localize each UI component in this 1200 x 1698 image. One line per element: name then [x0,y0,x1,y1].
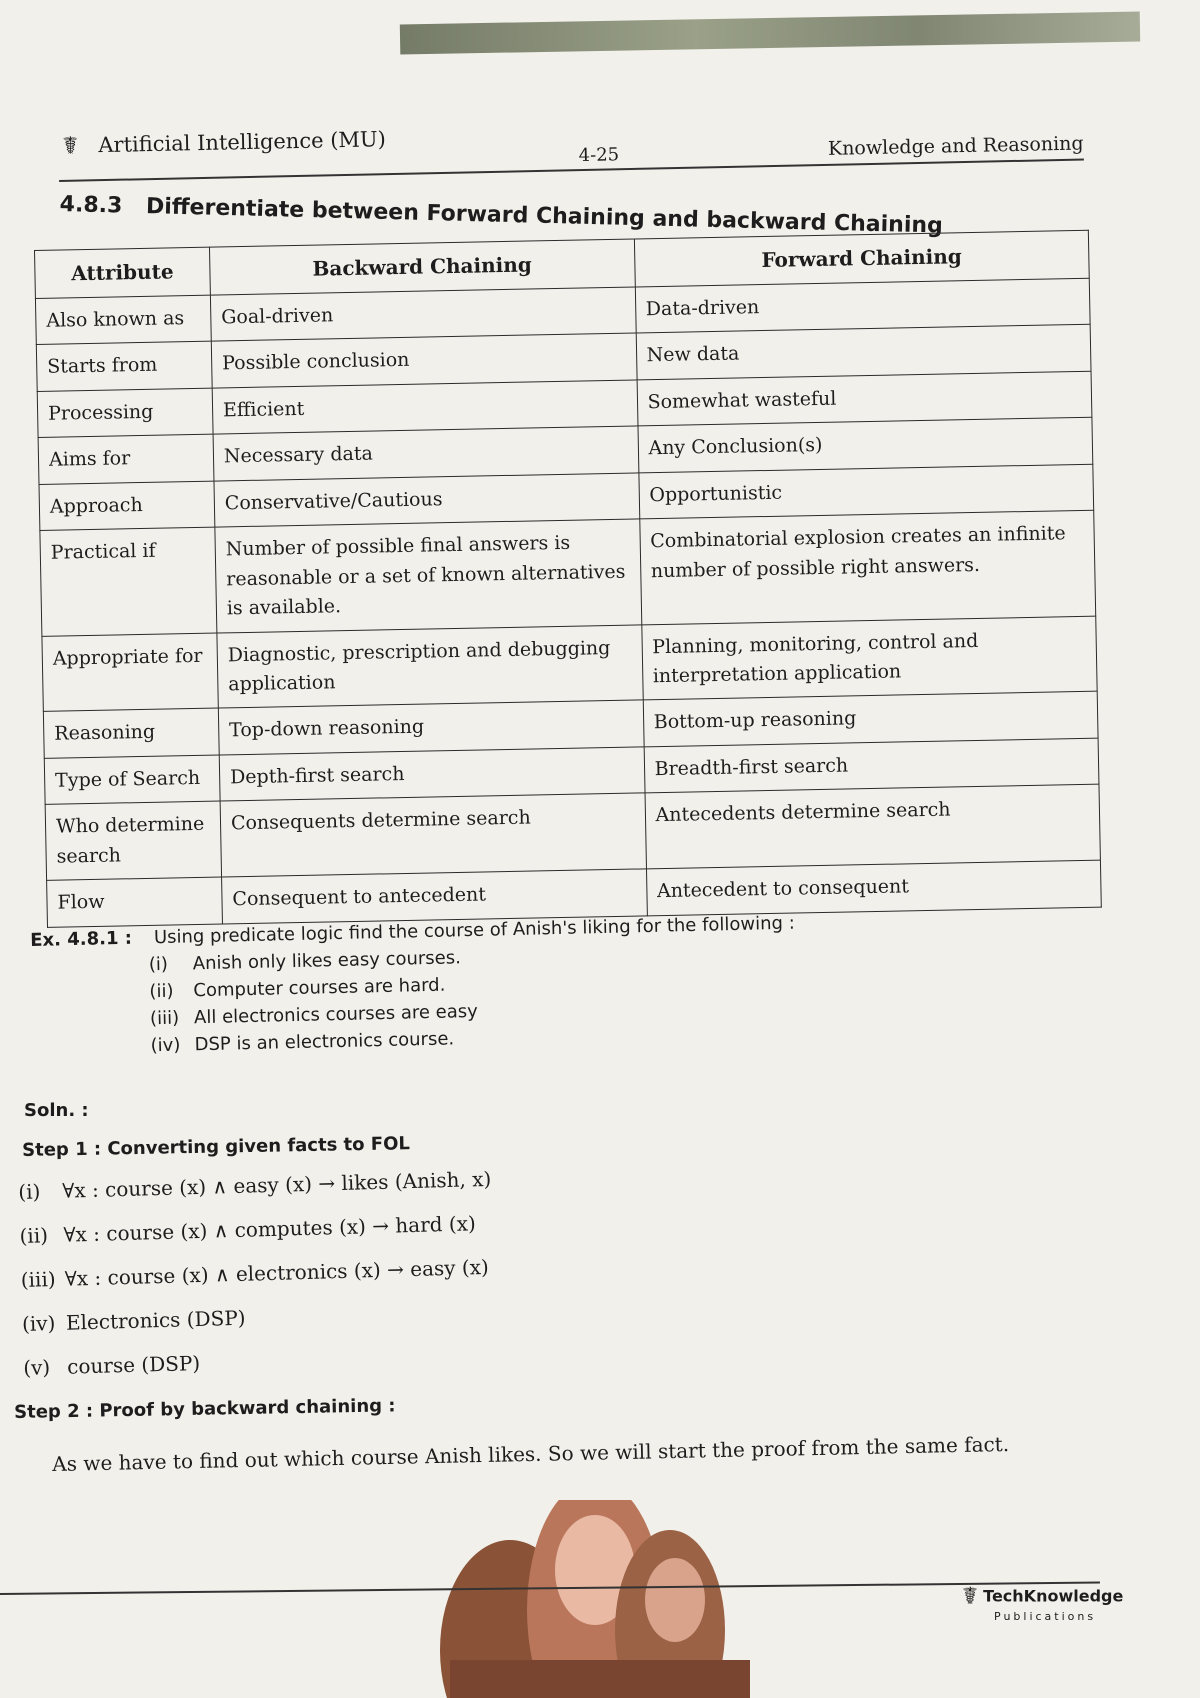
section-number: 4.8.3 [59,192,123,219]
backward-cell: Consequents determine search [220,793,646,877]
page-number: 4-25 [578,144,620,167]
photo-edge-strip [400,12,1140,55]
list-text: Anish only likes easy courses. [192,947,462,975]
attribute-cell: Practical if [40,527,217,636]
list-numeral: (i) [18,1179,41,1204]
section-title: Differentiate between Forward Chaining and backward Chaining [145,194,944,239]
fol-text: Electronics (DSP) [65,1305,246,1335]
page-header [58,107,1084,182]
list-numeral: (iii) [149,1007,180,1030]
backward-cell: Conservative/Cautious [214,473,639,528]
header-forward: Forward Chaining [634,230,1089,287]
list-numeral: (ii) [19,1223,49,1248]
list-numeral: (iii) [20,1266,56,1292]
backward-cell: Top-down reasoning [218,700,643,755]
comparison-table [34,230,1102,928]
example-block [30,907,1033,1065]
step1-heading: Step 1 : Converting given facts to FOL [22,1133,411,1161]
attribute-cell: Flow [47,877,223,927]
publisher-logo-icon: ☤ [962,1582,979,1610]
list-text: Computer courses are hard. [193,974,446,1002]
forward-cell: Data-driven [635,278,1090,333]
attribute-cell: Approach [39,481,215,531]
solution-paragraph: As we have to find out which course Anish likes. So we will start the proof from the same fact. [52,1431,1010,1476]
list-text: All electronics courses are easy [193,1000,479,1029]
backward-cell: Diagnostic, prescription and debugging application [217,624,643,708]
forward-cell: Somewhat wasteful [637,371,1092,426]
forward-cell: Antecedents determine search [645,784,1101,869]
forward-cell: Bottom-up reasoning [643,692,1098,747]
fol-text: course (DSP) [66,1350,201,1379]
header-attribute: Attribute [35,247,211,298]
example-question: Using predicate logic find the course of Anish's liking for the following : [153,912,795,949]
fingers-image [420,1500,760,1698]
backward-cell: Necessary data [213,426,638,481]
attribute-cell: Processing [37,388,213,438]
list-numeral: (iv) [21,1311,56,1336]
example-label: Ex. 4.8.1 : [30,927,133,951]
book-logo-icon: ☤ [62,131,79,160]
example-list [149,934,1033,1056]
fol-text: ∀x : course (x) ∧ easy (x) → likes (Anish, x) [61,1166,492,1203]
forward-cell: Opportunistic [638,464,1093,519]
forward-cell: Planning, monitoring, control and interpretation application [641,616,1097,701]
table-row [40,510,1096,636]
solution-label: Soln. : [24,1100,89,1121]
attribute-cell: Also known as [35,295,211,345]
header-backward: Backward Chaining [209,239,634,295]
publisher-logo [962,1582,1123,1623]
comparison-table-wrapper [34,230,1102,928]
solution-label-line [24,1100,924,1121]
forward-cell: Combinatorial explosion creates an infinite number of possible right answers. [639,510,1095,624]
backward-cell: Consequent to antecedent [221,869,646,924]
forward-cell: Any Conclusion(s) [638,418,1093,473]
backward-cell: Number of possible final answers is reasonable or a set of known alternatives is available. [215,519,642,632]
attribute-cell: Appropriate for [42,633,218,712]
attribute-cell: Reasoning [43,708,219,758]
publisher-sub: Publications [994,1610,1097,1623]
section-heading [59,192,943,239]
step2-heading: Step 2 : Proof by backward chaining : [14,1395,396,1423]
forward-cell: Breadth-first search [644,738,1099,793]
publisher-name: TechKnowledge [983,1586,1124,1606]
list-numeral: (i) [148,953,169,976]
backward-cell: Efficient [212,380,637,435]
forward-cell: Antecedent to consequent [646,860,1101,915]
backward-cell: Possible conclusion [211,333,636,388]
list-numeral: (v) [22,1355,51,1380]
list-numeral: (ii) [149,980,174,1003]
attribute-cell: Type of Search [44,755,220,805]
fol-statements [18,1163,644,1400]
list-text: DSP is an electronics course. [194,1028,455,1056]
attribute-cell: Aims for [38,434,214,484]
chapter-title: Knowledge and Reasoning [827,132,1084,160]
attribute-cell: Starts from [36,342,212,392]
forward-cell: New data [636,325,1091,380]
fol-text: ∀x : course (x) ∧ electronics (x) → easy (x) [64,1254,490,1291]
attribute-cell: Who determine search [45,801,221,880]
backward-cell: Goal-driven [210,287,635,342]
fol-text: ∀x : course (x) ∧ computes (x) → hard (x) [63,1211,477,1247]
list-numeral: (iv) [150,1034,181,1057]
backward-cell: Depth-first search [219,747,644,802]
book-title: Artificial Intelligence (MU) [98,127,386,158]
